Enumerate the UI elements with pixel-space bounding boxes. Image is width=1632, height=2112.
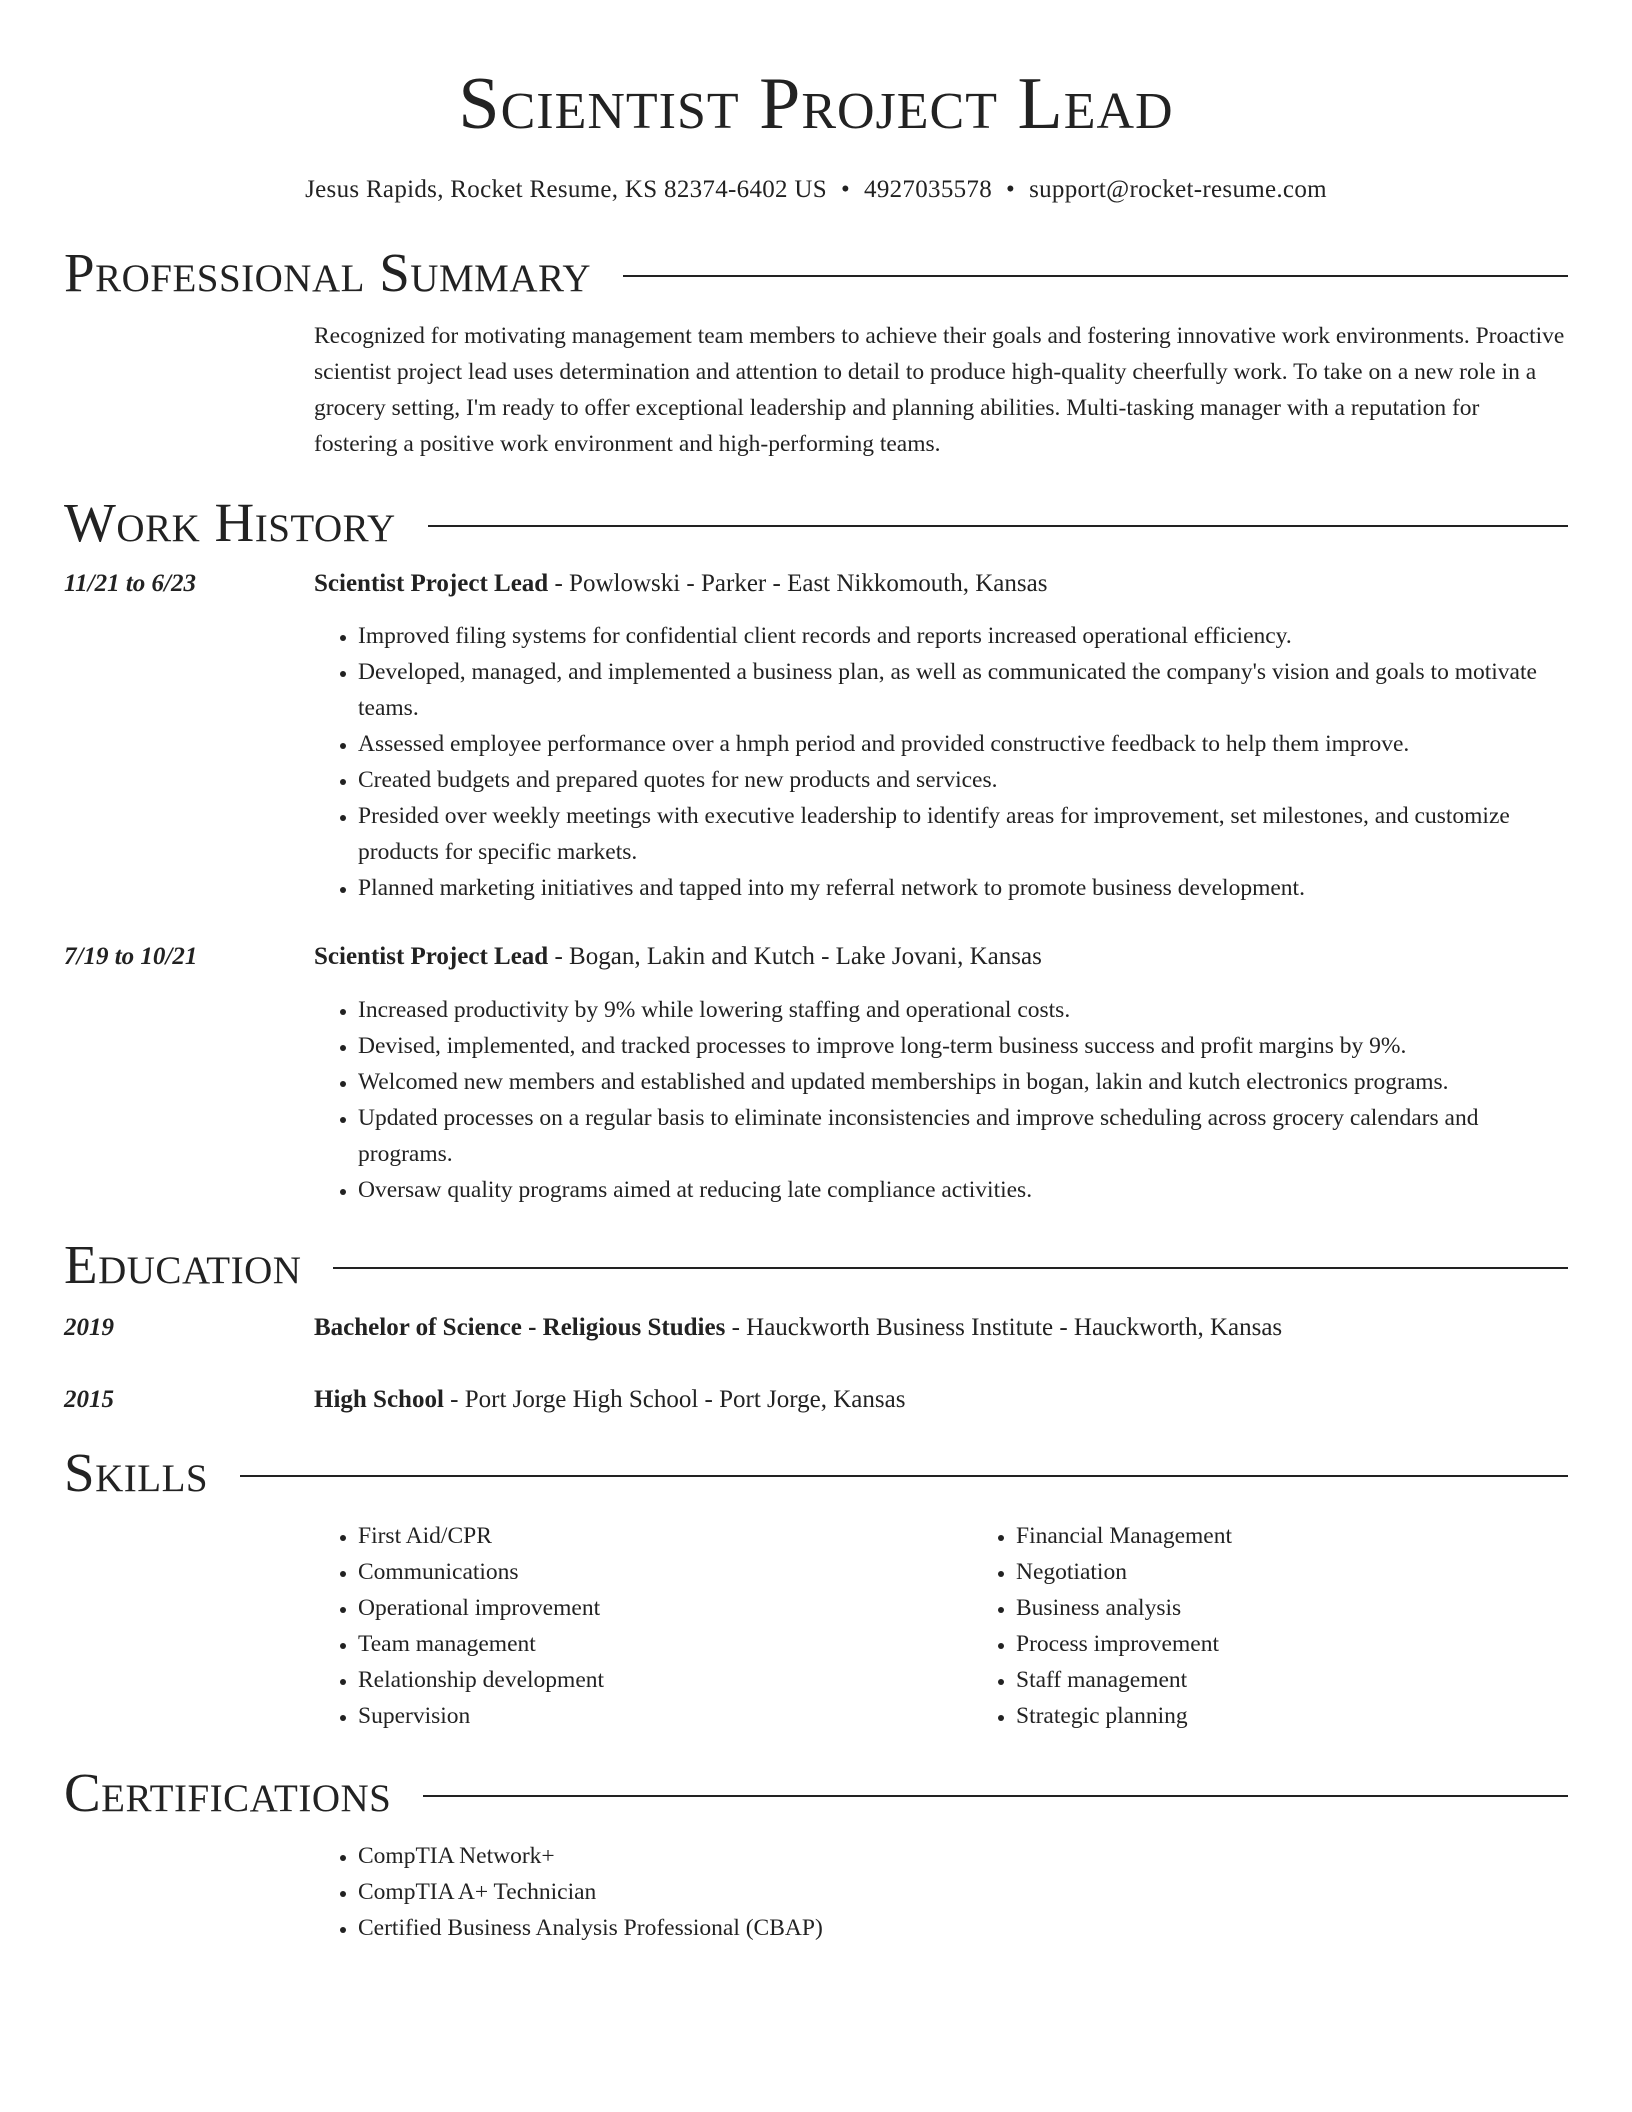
- candidate-name: Scientist Project Lead: [458, 63, 1174, 145]
- skill-item: • Financial Management: [1016, 1518, 1630, 1554]
- education-details: - Port Jorge High School - Port Jorge, Kansas: [443, 1386, 906, 1413]
- contact-separator: •: [840, 176, 851, 203]
- education-section-header: [64, 1234, 1568, 1296]
- job-bullets: [314, 992, 1568, 1208]
- contact-line: [64, 174, 1568, 206]
- section-divider: [623, 275, 1568, 277]
- summary-row: [64, 318, 1568, 462]
- skill-item: • Team management: [358, 1626, 972, 1662]
- list-item: • Improved filing systems for confidential client records and reports increased operational efficiency.: [358, 618, 1568, 654]
- certifications-section-title: Certifications: [64, 1762, 392, 1823]
- summary-section-title: Professional Summary: [64, 242, 592, 303]
- contact-separator: •: [1006, 176, 1016, 203]
- education-entry: [64, 1310, 1568, 1346]
- education-year: 2019: [64, 1314, 114, 1341]
- skill-item: • Business analysis: [1016, 1590, 1630, 1626]
- job-dates: 11/21 to 6/23: [64, 570, 196, 597]
- certification-item: • CompTIA A+ Technician: [358, 1874, 1568, 1910]
- education-degree: High School: [314, 1386, 444, 1413]
- list-item: • Increased productivity by 9% while lowering staffing and operational costs.: [358, 992, 1568, 1028]
- job-entry: [64, 566, 1568, 906]
- list-item: • Oversaw quality programs aimed at reducing late compliance activities.: [358, 1172, 1568, 1208]
- job-heading: [314, 566, 1568, 602]
- education-year: 2015: [64, 1386, 114, 1413]
- skills-row: [64, 1518, 1568, 1734]
- summary-text: Recognized for motivating management team members to achieve their goals and fostering innovative work environments. Proactive scientist project lead uses determination and attention to detail to produce high-quality cheerfully work. To take on a new role in a grocery setting, I'm ready to offer exceptional leadership and planning abilities. Multi-tasking manager with a reputation for fostering a positive work environment and high-performing teams.: [314, 323, 1565, 457]
- skills-list-right: [972, 1518, 1630, 1734]
- skills-section-header: [64, 1442, 1568, 1504]
- skills-grid: [314, 1518, 1630, 1734]
- skill-item: • Staff management: [1016, 1662, 1630, 1698]
- job-position: Scientist Project Lead: [314, 570, 549, 597]
- job-bullets: [314, 618, 1568, 906]
- section-divider: [428, 525, 1568, 527]
- contact-address: Jesus Rapids, Rocket Resume, KS 82374-6402 US: [305, 176, 827, 203]
- section-divider: [333, 1267, 1568, 1269]
- job-details: - Bogan, Lakin and Kutch - Lake Jovani, Kansas: [548, 943, 1042, 970]
- certifications-row: [64, 1838, 1568, 1946]
- skills-section-title: Skills: [64, 1442, 209, 1503]
- contact-phone: 4927035578: [864, 176, 993, 203]
- skill-item: • Process improvement: [1016, 1626, 1630, 1662]
- list-item: • Updated processes on a regular basis to eliminate inconsistencies and improve scheduling across grocery calendars and programs.: [358, 1100, 1568, 1172]
- list-item: • Planned marketing initiatives and tapped into my referral network to promote business development.: [358, 870, 1568, 906]
- education-section-title: Education: [64, 1234, 302, 1295]
- certification-item: • Certified Business Analysis Professional (CBAP): [358, 1910, 1568, 1946]
- list-item: • Created budgets and prepared quotes for new products and services.: [358, 762, 1568, 798]
- skill-item: • Relationship development: [358, 1662, 972, 1698]
- skill-item: • Operational improvement: [358, 1590, 972, 1626]
- list-item: • Presided over weekly meetings with executive leadership to identify areas for improvement, set milestones, and customize products for specific markets.: [358, 798, 1568, 870]
- job-details: - Powlowski - Parker - East Nikkomouth, Kansas: [548, 570, 1048, 597]
- list-item: • Welcomed new members and established and updated memberships in bogan, lakin and kutch electronics programs.: [358, 1064, 1568, 1100]
- education-degree: Bachelor of Science - Religious Studies: [314, 1314, 726, 1341]
- certification-item: • CompTIA Network+: [358, 1838, 1568, 1874]
- summary-section-header: [64, 242, 1568, 304]
- job-dates: 7/19 to 10/21: [64, 943, 198, 970]
- certifications-section-header: [64, 1762, 1568, 1824]
- skills-list-left: [314, 1518, 972, 1734]
- section-divider: [423, 1795, 1568, 1797]
- list-item: • Devised, implemented, and tracked processes to improve long-term business success and profit margins by 9%.: [358, 1028, 1568, 1064]
- list-item: • Assessed employee performance over a hmph period and provided constructive feedback to help them improve.: [358, 726, 1568, 762]
- section-divider: [240, 1475, 1568, 1477]
- skill-item: • Supervision: [358, 1698, 972, 1734]
- education-entry: [64, 1382, 1568, 1418]
- skill-item: • Communications: [358, 1554, 972, 1590]
- work-section-header: [64, 492, 1568, 554]
- contact-email: support@rocket-resume.com: [1029, 176, 1327, 203]
- certifications-list: [314, 1838, 1568, 1946]
- education-details: - Hauckworth Business Institute - Hauckworth, Kansas: [725, 1314, 1283, 1341]
- job-entry: [64, 939, 1568, 1208]
- skill-item: • First Aid/CPR: [358, 1518, 972, 1554]
- job-position: Scientist Project Lead: [314, 943, 549, 970]
- skill-item: • Negotiation: [1016, 1554, 1630, 1590]
- work-section-title: Work History: [64, 492, 396, 553]
- list-item: • Developed, managed, and implemented a business plan, as well as communicated the company's vision and goals to motivate teams.: [358, 654, 1568, 726]
- job-heading: [314, 939, 1568, 975]
- skill-item: • Strategic planning: [1016, 1698, 1630, 1734]
